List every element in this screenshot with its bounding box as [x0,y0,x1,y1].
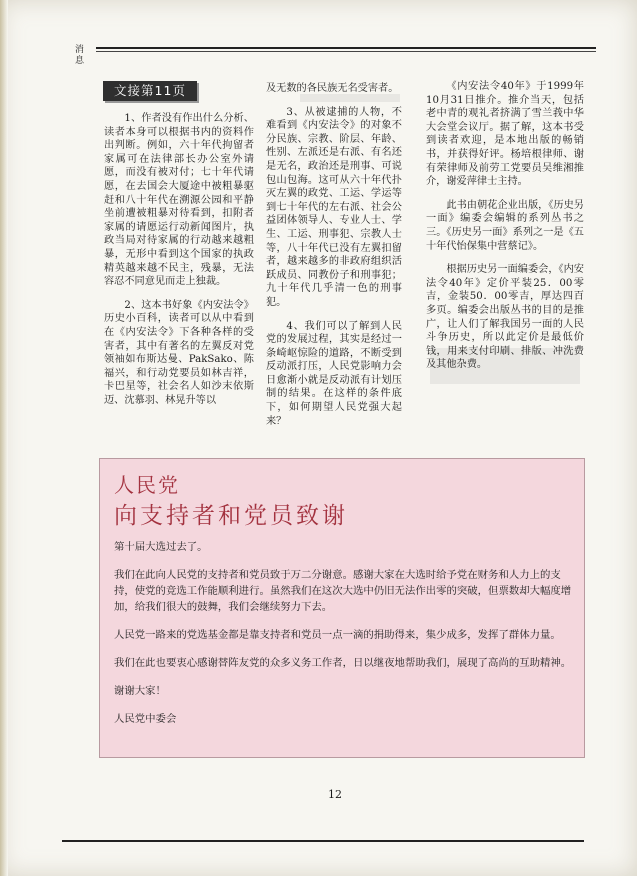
paragraph: 3、从被逮捕的人物，不难看到《内安法令》的对象不分民族、宗教、阶层、年龄、性别、左派还是右派、有名还是无名，政治还是刑事、可说包山包海。这可从六十年代扑灭左翼的政党、工运、学运等到七十年代的左右派、社会公益团体领导人、专业人士、学生、工运、刑事犯、宗教人士等，八十年代已没有左翼扣留者，越来越多的非政府组织活跃成员、同教份子和刑事犯；九十年代几乎清一色的刑事犯。 [266,106,402,308]
header-rule-thin [96,51,596,52]
paragraph: 《内安法令40年》于1999年10月31日推介。推介当天，包括老中青的观礼者挤满了雪兰莪中华大会堂会议厅。据了解，这本书受到读者欢迎，是本地出版的畅销书，并获得好评。杨培根律师、谢有荣律师及前劳工党要员吴维湘推介，谢爱萍律士主持。 [426,81,584,188]
page-number: 12 [328,788,342,801]
section-mark: 消息 [73,44,83,66]
notice-title-party: 人民党 [114,473,180,497]
notice-paragraph: 我们在此向人民党的支持者和党员致于万二分谢意。感谢大家在大选时给予党在财务和人力上的支持，使党的竞选工作能顺利进行。虽然我们在这次大选中仍旧无法作出零的突破，但票数却大幅度增加，给我们很大的鼓舞，我们会继续努力下去。 [114,569,572,613]
paragraph: 根据历史另一面编委会，《内安法令40年》定价平装25．00零吉，金装50．00零吉，厚达四百多页。编委会出版丛书的目的是推广，让人们了解我国另一面的人民斗争历史，所以此定价是最低价钱，用来支付印刷、排版、冲洗费及其他杂费。 [426,264,584,371]
article-column-1 [104,112,254,417]
notice-body [114,539,572,739]
article-column-3 [426,80,584,382]
paragraph: 此书由朝花企业出版，《历史另一面》编委会编辑的系列丛书之三。《历史另一面》系列之一是《五十年代怡保集中营蔡记》。 [426,199,584,252]
notice-closing: 谢谢大家！ [114,685,166,697]
notice-signature: 人民党中委会 [114,713,177,725]
paragraph: 4、我们可以了解到人民党的发展过程，其实是经过一条崎岖惊险的道路，不断受到反动派打压，人民党影响力会日愈渐小就是反动派有计划压制的结果。在这样的条件底下，如何期望人民党强大起来？ [266,320,402,427]
continued-from-tag: 文接第11页 [103,81,197,101]
paragraph: 2、这本书好象《内安法令》历史小百科，读者可以从中看到在《内安法令》下各种各样的受害者，其中有著名的左翼反对党领袖如布斯达曼、PakSako、陈福兴，和行动党要员如林吉祥，卡巴星等，社会名人如沙末依斯迈、沈慕羽、林晃升等以 [104,299,254,406]
paragraph: 及无数的各民族无名受害者。 [266,83,399,94]
thank-you-notice [99,458,585,758]
paragraph: 1、作者没有作出什么分析、读者本身可以根据书内的资料作出判断。例如，六十年代拘留者家属可在法律部长办公室外请愿，而没有被对付；七十年代请愿，在去国会大厦途中被粗暴驱赶和八十年代在溯源公园和平静坐前遭被粗暴对待看到，扣附者家属的请愿运行动新闻图片，执政当局对待家属的行动越来越粗暴，无形中看到这个国家的执政精英越来越不民主，残暴，无法容忍不同意见而走上独裁。 [104,113,254,288]
page-edge [0,0,8,876]
notice-paragraph: 我们在此也要衷心感谢替阵友党的众多义务工作者，日以继夜地帮助我们，展现了高尚的互助精神。 [114,657,572,669]
notice-title-thanks: 向支持者和党员致谢 [114,503,348,529]
notice-paragraph: 第十届大选过去了。 [114,541,208,553]
footer-rule [62,840,584,842]
header-rule [96,47,596,49]
article-column-2 [266,82,402,438]
notice-paragraph: 人民党一路来的党选基金都是靠支持者和党员一点一滴的捐助得来，集少成多，发挥了群体力量。 [114,629,561,641]
